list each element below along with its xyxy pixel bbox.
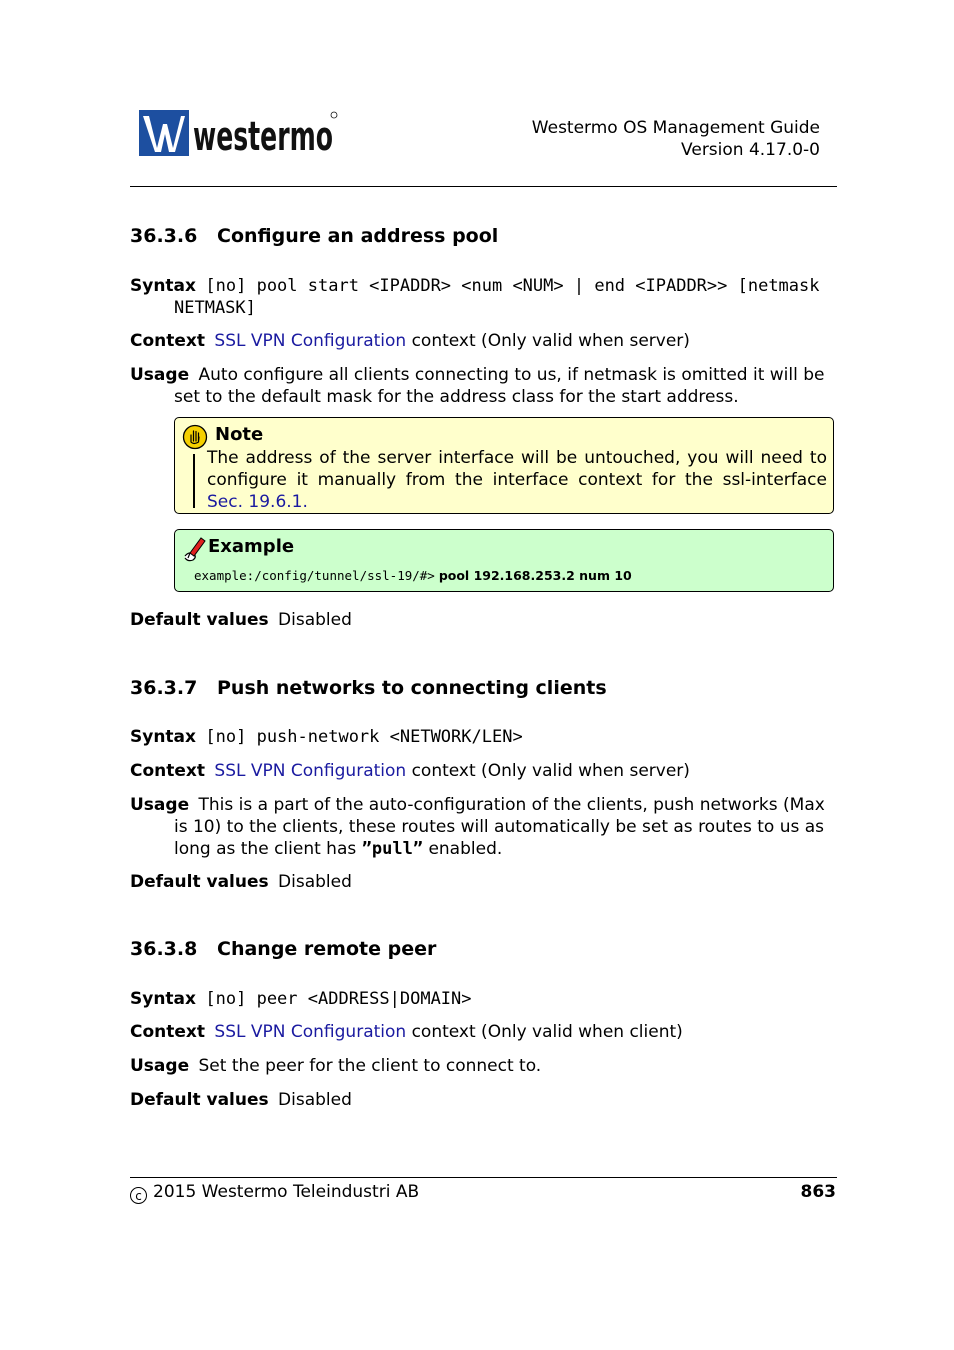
usage-text: Set the peer for the client to connect to. (198, 1056, 542, 1076)
context-link[interactable]: SSL VPN Configuration (214, 331, 407, 351)
section-heading: Push networks to connecting clients (217, 677, 607, 699)
note-link[interactable]: Sec. 19.6.1 (207, 492, 303, 512)
copyright-icon: c (130, 1187, 147, 1204)
context-text: context (Only valid when server) (411, 761, 690, 781)
section-heading: Change remote peer (217, 938, 437, 960)
copyright-text: 2015 Westermo Teleindustri AB (153, 1182, 420, 1202)
guide-version: Version 4.17.0-0 (681, 140, 820, 160)
syntax-label: Syntax (130, 276, 196, 296)
guide-title: Westermo OS Management Guide (531, 118, 820, 138)
default-label: Default values (130, 872, 269, 892)
usage-text-cont: long as the client has ”pull” enabled. (174, 839, 503, 859)
usage-text-cont: is 10) to the clients, these routes will automatically be set as routes to us as (174, 817, 825, 837)
default-value: Disabled (278, 1090, 352, 1110)
usage-row (130, 1055, 837, 1077)
default-row (130, 871, 837, 893)
pen-icon (181, 536, 207, 564)
footer-copyright (130, 1182, 419, 1204)
syntax-label: Syntax (130, 989, 196, 1009)
syntax-text: [no] push-network <NETWORK/LEN> (205, 727, 523, 747)
section-title-36-3-8 (130, 938, 436, 960)
footer-rule (130, 1177, 837, 1178)
context-label: Context (130, 761, 206, 781)
page-number: 863 (800, 1182, 836, 1202)
section-heading: Configure an address pool (217, 225, 499, 247)
context-row (130, 330, 837, 352)
cli-prompt: example:/config/tunnel/ssl-19/#> (194, 568, 435, 583)
cli-command: pool 192.168.253.2 num 10 (438, 568, 632, 583)
context-label: Context (130, 331, 206, 351)
section-number: 36.3.7 (130, 677, 198, 699)
example-box (174, 529, 834, 592)
syntax-text-cont: NETMASK] (174, 298, 256, 318)
westermo-logo (139, 110, 339, 158)
default-value: Disabled (278, 872, 352, 892)
usage-label: Usage (130, 365, 190, 385)
default-value: Disabled (278, 610, 352, 630)
context-link[interactable]: SSL VPN Configuration (214, 1022, 407, 1042)
default-label: Default values (130, 1090, 269, 1110)
syntax-row (130, 988, 837, 1010)
usage-text: Auto configure all clients connecting to us, if netmask is omitted it will be (198, 365, 825, 385)
note-text (207, 447, 827, 513)
usage-label: Usage (130, 1056, 190, 1076)
default-label: Default values (130, 610, 269, 630)
syntax-row (130, 726, 837, 748)
section-number: 36.3.8 (130, 938, 198, 960)
default-row (130, 609, 837, 631)
section-number: 36.3.6 (130, 225, 198, 247)
context-row (130, 760, 837, 782)
context-text: context (Only valid when server) (411, 331, 690, 351)
inline-code: ”pull” (361, 839, 424, 859)
hand-icon (182, 424, 208, 450)
note-bar (193, 454, 195, 508)
default-row (130, 1089, 837, 1111)
context-link[interactable]: SSL VPN Configuration (214, 761, 407, 781)
section-title-36-3-7 (130, 677, 607, 699)
note-title: Note (215, 424, 264, 445)
usage-text-cont: set to the default mask for the address class for the start address. (174, 387, 739, 407)
example-command-line (194, 568, 632, 583)
header-info (532, 117, 820, 161)
usage-row (130, 794, 837, 860)
syntax-label: Syntax (130, 727, 196, 747)
usage-text: This is a part of the auto-configuration of the clients, push networks (Max (198, 795, 825, 815)
section-title-36-3-6 (130, 225, 498, 247)
usage-label: Usage (130, 795, 190, 815)
header-rule (130, 186, 837, 187)
example-title: Example (208, 536, 295, 557)
logo-wordmark: westermo (193, 114, 333, 160)
note-box (174, 417, 834, 514)
usage-row (130, 364, 837, 408)
context-label: Context (130, 1022, 206, 1042)
context-text: context (Only valid when client) (411, 1022, 683, 1042)
syntax-text: [no] pool start <IPADDR> <num <NUM> | end <IPADDR>> [netmask (205, 276, 820, 296)
syntax-row (130, 275, 837, 319)
syntax-text: [no] peer <ADDRESS|DOMAIN> (205, 989, 472, 1009)
note-link-suffix: . (302, 492, 308, 512)
context-row (130, 1021, 837, 1043)
note-body: The address of the server interface will be untouched, you will need to configure it manually from the interface context for the ssl-interface (207, 448, 827, 490)
